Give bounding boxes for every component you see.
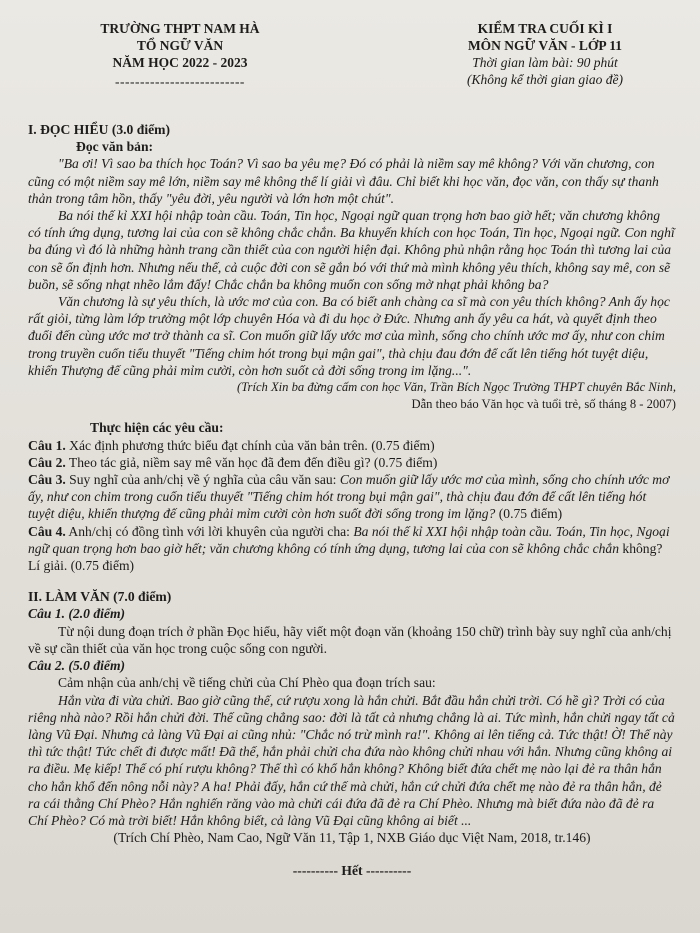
essay-1-prompt: Từ nội dung đoạn trích ở phần Đọc hiểu, hãy viết một đoạn văn (khoảng 150 chữ) trình bày suy nghĩ của anh/chị về sự cần thiết của văn học trong cuộc sống con người. xyxy=(28,623,672,656)
task-label: Thực hiện các yêu cầu: xyxy=(90,420,224,436)
exam-time: Thời gian làm bài: 90 phút xyxy=(472,55,618,70)
question-3-label: Câu 3. xyxy=(28,472,66,488)
part1-title: I. ĐỌC HIỂU (3.0 điểm) xyxy=(28,122,170,137)
question-3 xyxy=(28,471,676,523)
question-2-label: Câu 2. xyxy=(28,454,66,470)
passage-paragraph-3: Văn chương là sự yêu thích, là ước mơ của con. Ba có biết anh chàng ca sĩ mà con yêu thích không? Anh ấy học rất giỏi, từng làm lớp trưởng một lớp chuyên Hóa và đi du học ở Đức. Nhưng anh ấy yêu ca hát, và quyết định theo đuổi đến cùng ước mơ trở thành ca sĩ. Con muốn giữ lấy ước mơ của mình, sống cho chính ước mơ ấy, như con chim trong truyền cuốn tiểu thuyết "Tiếng chim hót trong bụi mận gai", thà chịu đau đớn để cất lên tiếng hót tuyệt diệu, khiến Thượng đế cũng phải mỉm cười, còn hơn suốt cả đời sống trong im lặng...". xyxy=(28,294,670,378)
passage-paragraph-1: "Ba ơi! Vì sao ba thích học Toán? Vì sao ba yêu mẹ? Đó có phải là niềm say mê không? Với văn chương, con cũng có một niềm say mê lớn, niềm say mê không thể lí giải vì đâu. Chỉ biết khi học văn, đọc văn, con thấy sự thanh thản trong tâm hồn, thấy "yêu đời, yêu người và lớn hơn một chút". xyxy=(28,156,659,206)
school-name: TRƯỜNG THPT NAM HÀ xyxy=(100,21,260,36)
question-2-text: Theo tác giả, niềm say mê văn học đã đem đến điều gì? (0.75 điểm) xyxy=(65,454,438,470)
question-4-quote: Ba nói thế kỉ XXI hội nhập toàn cầu. Toán, Tin học, Ngoại ngữ quan trọng hơn bao giờ hết; văn chương không có tính ứng dụng, tương lai của con sẽ không chắc chắn xyxy=(28,523,670,556)
exam-body xyxy=(28,121,676,880)
exam-title: KIỂM TRA CUỐI KÌ I xyxy=(477,21,613,36)
end-marker: ---------- Hết ---------- xyxy=(292,863,412,879)
question-4-label: Câu 4. xyxy=(28,523,66,539)
exam-time-note: (Không kể thời gian giao đề) xyxy=(466,72,624,87)
question-1-label: Câu 1. xyxy=(28,437,66,453)
school-header xyxy=(60,20,300,90)
question-1-text: Xác định phương thức biểu đạt chính của văn bản trên. (0.75 điểm) xyxy=(65,437,435,453)
question-4-text: Anh/chị có đồng tình với lời khuyên của người cha: xyxy=(65,523,354,539)
reading-label: Đọc văn bản: xyxy=(76,139,154,155)
question-3-points: (0.75 điểm) xyxy=(495,506,563,522)
exam-header xyxy=(420,20,670,88)
question-4 xyxy=(28,523,676,575)
question-3-text: Suy nghĩ của anh/chị về ý nghĩa của câu văn sau: xyxy=(65,472,340,488)
essay-1-label: Câu 1. (2.0 điểm) xyxy=(28,606,126,622)
header-divider: -------------------------- xyxy=(115,74,245,89)
question-1 xyxy=(28,437,676,454)
excerpt-text: Hắn vừa đi vừa chửi. Bao giờ cũng thế, cứ rượu xong là hắn chửi. Bắt đầu hắn chửi trời. Có hề gì? Trời có của riêng nhà nào? Rồi hắn chửi đời. Thế cũng chẳng sao: đời là tất cả nhưng chẳng là ai. Tức mình, hắn chửi ngay tất cả làng Vũ Đại. Nhưng cả làng Vũ Đại ai cũng nhủ: "Chắc nó trừ mình ra!". Không ai lên tiếng cả. Tức thật! Ờ! Thế này thì tức thật! Tức chết đi được mất! Đã thế, hắn phải chửi cha đứa nào không chửi nhau với hắn. Nhưng cũng không ai ra điều. Mẹ kiếp! Thế có phí rượu không? Thế thì có khổ hắn không? Không biết đứa chết mẹ nào lại đẻ ra thân hắn cho hắn khổ đến nông nỗi này? A ha! Phải đấy, hắn cứ thế mà chửi, hắn cứ chửi đứa chết mẹ nào đẻ ra thân hắn, đẻ ra cái thằng Chí Phèo? Hắn nghiến răng vào mà chửi cái đứa đã đẻ ra Chí Phèo. Nhưng mà biết đứa nào đã đẻ ra Chí Phèo? Có mà trời biết! Hắn không biết, cả làng Vũ Đại cũng không ai biết ... xyxy=(28,692,675,828)
school-year: NĂM HỌC 2022 - 2023 xyxy=(112,55,248,70)
department-name: TỔ NGỮ VĂN xyxy=(136,38,224,53)
essay-2-label: Câu 2. (5.0 điểm) xyxy=(28,658,126,674)
exam-subject: MÔN NGỮ VĂN - LỚP 11 xyxy=(467,38,623,53)
passage-paragraph-2: Ba nói thế kỉ XXI hội nhập toàn cầu. Toán, Tin học, Ngoại ngữ quan trọng hơn bao giờ hết; văn chương không có tính ứng dụng, tương lai của con sẽ không chắc chắn. Ba khuyến khích con học Toán, Tin học, Ngoại ngữ. Con nghĩ ba đúng vì đó là những hành trang cần thiết của con người hiện đại. Không phủ nhận rằng học Toán thì tương lai của con sẽ ổn định hơn. Nhưng nếu thế, cả cuộc đời con sẽ gắn bó với thứ mà mình không yêu thích, không say mê, con sẽ buồn, sẽ sống nhạt nhẽo lắm đấy! Chắc chắn ba không muốn con sống mờ nhạt phải không ba? xyxy=(28,208,675,292)
passage-source-line-2: Dẫn theo báo Văn học và tuổi trẻ, số tháng 8 - 2007) xyxy=(411,397,676,412)
question-3-quote: Con muốn giữ lấy ước mơ của mình, sống cho chính ước mơ ấy, như con chim trong cuốn tiểu thuyết "Tiếng chim hót trong bụi mận gai", thà chịu đau đớn để cất lên tiếng hót tuyệt diệu, khiến thượng đế cũng phải mỉm cười còn hơn suốt đời sống trong im lặng? xyxy=(28,472,670,522)
question-4-tail: không? Lí giải. (0.75 điểm) xyxy=(28,540,663,574)
essay-2-prompt: Cảm nhận của anh/chị về tiếng chửi của Chí Phèo qua đoạn trích sau: xyxy=(58,675,436,691)
passage-source-line-1: (Trích Xin ba đừng cấm con học Văn, Trần Bích Ngọc Trường THPT chuyên Bắc Ninh, xyxy=(237,380,676,395)
question-2 xyxy=(28,454,676,471)
excerpt-source: (Trích Chí Phèo, Nam Cao, Ngữ Văn 11, Tập 1, NXB Giáo dục Việt Nam, 2018, tr.146) xyxy=(113,830,591,846)
part2-title: II. LÀM VĂN (7.0 điểm) xyxy=(28,589,172,605)
